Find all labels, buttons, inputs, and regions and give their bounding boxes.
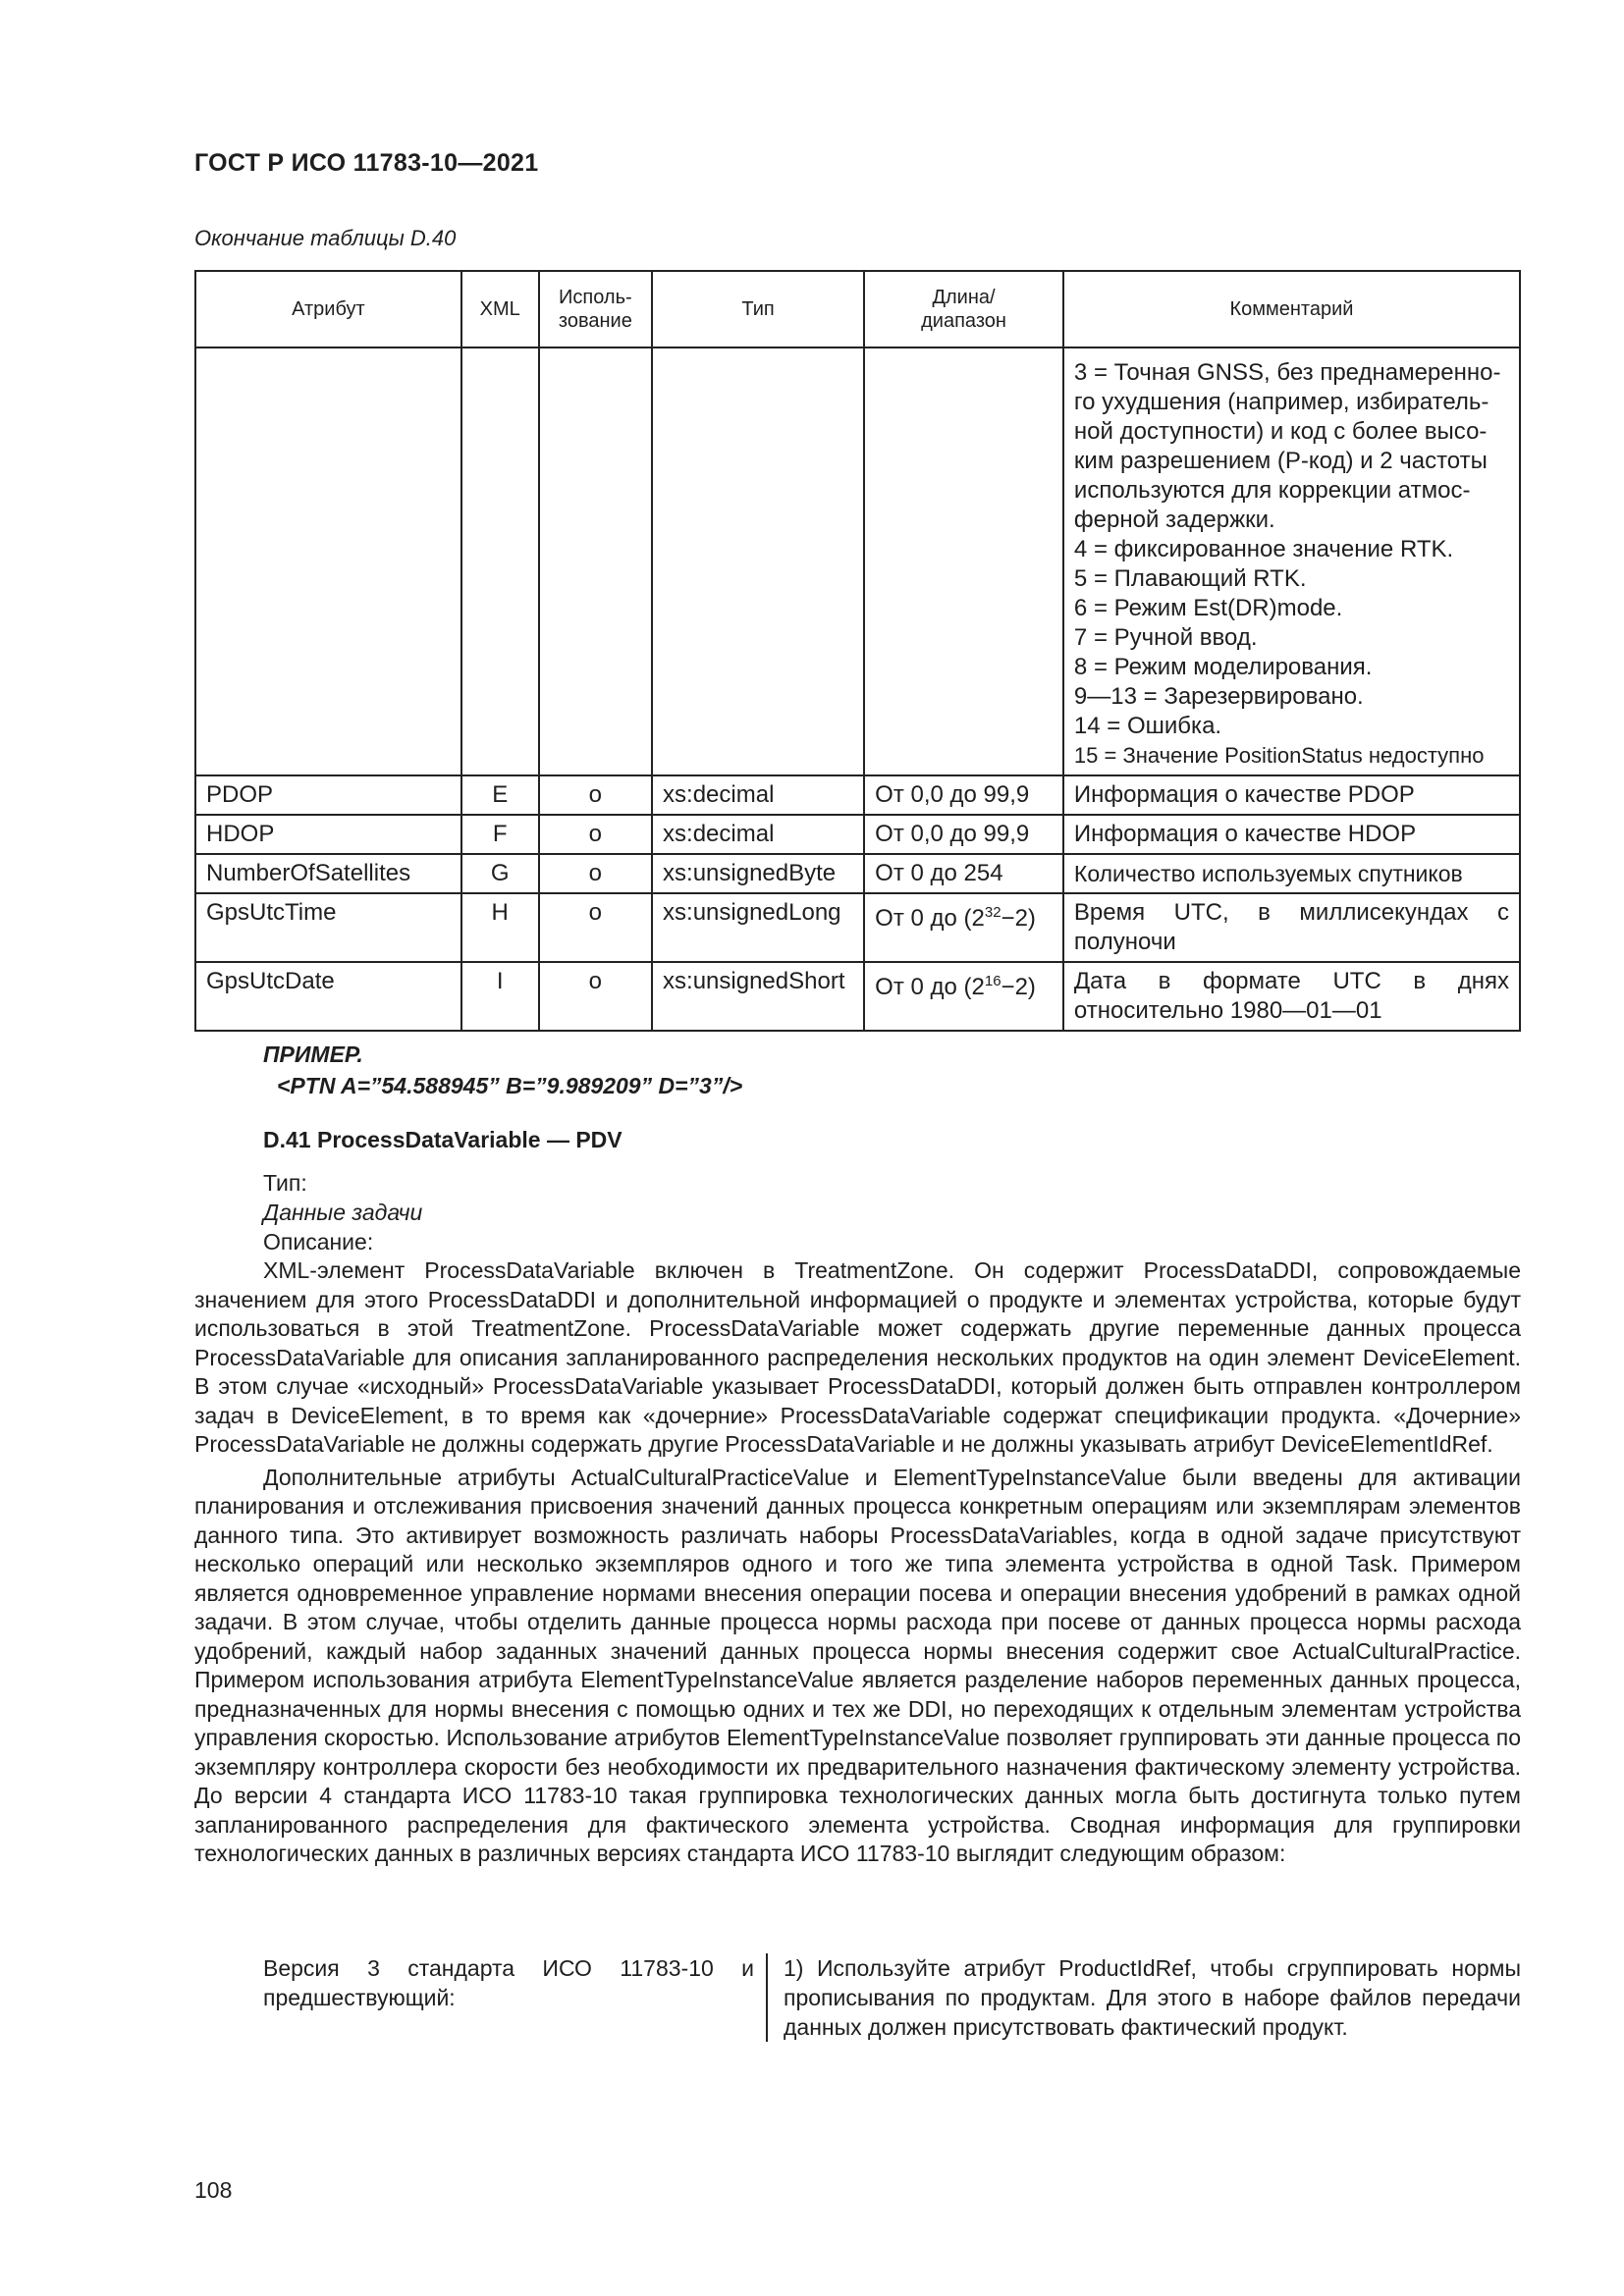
table-row-continued <box>195 347 1520 775</box>
col-header-xml: XML <box>461 271 539 347</box>
type-value: Данные задачи <box>263 1200 423 1225</box>
table-row: NumberOfSatellites G o xs:unsignedByte От 0 до 254 Количество используемых спутников <box>195 854 1520 893</box>
table-row: GpsUtcDate I o xs:unsignedShort От 0 до $(2^{16}-2)$ Дата в формате UTC в днях относительно 1980—01—01 <box>195 962 1520 1031</box>
table-row: GpsUtcTime H o xs:unsignedLong От 0 до $(2^{32}-2)$ Время UTC, в миллисекундах с полуночи <box>195 893 1520 962</box>
col-header-type: Тип <box>652 271 864 347</box>
col-header-usage: Исполь- зование <box>539 271 652 347</box>
attributes-table <box>194 270 1521 1032</box>
col-header-attribute: Атрибут <box>195 271 461 347</box>
section-meta <box>263 1168 422 1256</box>
example-label: ПРИМЕР. <box>263 1041 363 1067</box>
table-row: HDOP F o xs:decimal От 0,0 до 99,9 Информация о качестве HDOP <box>195 815 1520 854</box>
example-block <box>263 1039 742 1101</box>
example-code: <PTN A=”54.588945” B=”9.989209” D=”3”/> <box>277 1073 743 1098</box>
continued-comment: 3 = Точная GNSS, без преднамеренно- го ухудшения (например, избиратель- ной доступности) и код с более высо- ким разрешением (P-код) и 2 частоты используются для коррекции атмос- ферной задержки. 4 = фиксированное значение RTK. 5 = Плавающий RTK. 6 = Режим Est(DR)mode. 7 = Ручной ввод. 8 = Режим моделирования. 9—13 = Зарезервировано. 14 = Ошибка. 15 = Значение PositionStatus недоступно <box>1063 347 1520 775</box>
range-cell: От 0 до $(2^{32}-2)$ <box>864 893 1063 962</box>
type-label: Тип: <box>263 1170 307 1196</box>
page-number: 108 <box>194 2177 233 2203</box>
range-cell: От 0 до $(2^{16}-2)$ <box>864 962 1063 1031</box>
paragraph: Дополнительные атрибуты ActualCulturalPracticeValue и ElementTypeInstanceValue были введены для активации планирования и отслеживания присвоения значений данных процесса конкретным операциям или экземплярам элементов данного типа. Это активирует возможность различать наборы ProcessDataVariables, когда в одной задаче присутствуют несколько операций или несколько экземпляров одного и того же типа элемента устройства в одной Task. Примером является одновременное управление нормами внесения операции посева и операции внесения удобрений в рамках одной задачи. В этом случае, чтобы отделить данные процесса нормы расхода при посеве от данных процесса нормы расхода удобрений, каждый набор заданных значений данных процесса нормы внесения содержит свое ActualCulturalPractice. Примером использования атрибута ElementTypeInstanceValue является разделение наборов переменных данных процесса, предназначенных для нормы внесения с помощью одних и тех же DDI, но переходящих к отдельным элементам устройства управления скоростью. Использование атрибутов ElementTypeInstanceValue позволяет группировать эти данные процесса по экземпляру контроллера скорости без необходимости их предварительного назначения фактическому элементу устройства. До версии 4 стандарта ИСО 11783-10 такая группировка технологических данных могла быть достигнута только путем запланированного распределения для фактического элемента устройства. Сводная информация для группировки технологических данных в различных версиях стандарта ИСО 11783-10 выглядит следующим образом: <box>194 1464 1521 1866</box>
section-heading: D.41 ProcessDataVariable — PDV <box>263 1127 623 1152</box>
standard-title: ГОСТ Р ИСО 11783-10—2021 <box>194 149 539 177</box>
col-header-length: Длина/ диапазон <box>864 271 1063 347</box>
version-description: 1) Используйте атрибут ProductIdRef, чтобы сгруппировать нормы прописывания по продуктам. Для этого в наборе файлов передачи данных должен присутствовать фактический продукт. <box>766 1953 1521 2042</box>
col-header-comment: Комментарий <box>1063 271 1520 347</box>
table-header-row <box>195 271 1520 347</box>
table-row: PDOP E o xs:decimal От 0,0 до 99,9 Информация о качестве PDOP <box>195 775 1520 815</box>
table-caption: Окончание таблицы D.40 <box>194 226 457 250</box>
paragraph: XML-элемент ProcessDataVariable включен в TreatmentZone. Он содержит ProcessDataDDI, сопровождаемые значением для этого ProcessDataDDI и дополнительной информацией о продукте и элементах устройства, которые будут использоваться в этой TreatmentZone. ProcessDataVariable может содержать другие переменные данных процесса ProcessDataVariable для описания запланированного распределения нескольких продуктов на один элемент DeviceElement. В этом случае «исходный» ProcessDataVariable указывает ProcessDataDDI, который должен быть отправлен контроллером задач в DeviceElement, в то время как «дочерние» ProcessDataVariable содержат спецификации продукта. «Дочерние» ProcessDataVariable не должны содержать другие ProcessDataVariable и не должны указывать атрибут DeviceElementIdRef. <box>194 1257 1521 1457</box>
description-label: Описание: <box>263 1229 374 1255</box>
version-label: Версия 3 стандарта ИСО 11783-10 и предшествующий: <box>263 1955 754 2010</box>
versions-summary <box>263 1953 1521 2042</box>
section-body <box>194 1256 1521 1869</box>
